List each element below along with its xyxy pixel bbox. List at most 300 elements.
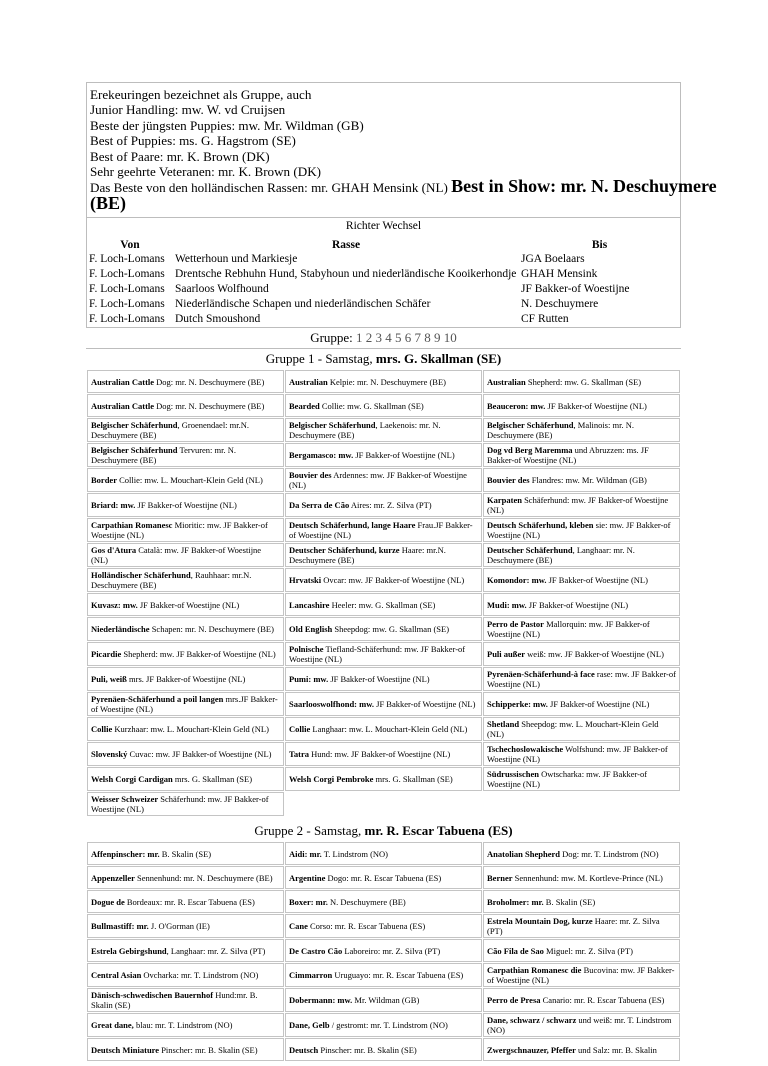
breed-name: Carpathian Romanesc	[91, 520, 173, 531]
judge-change-row	[87, 297, 680, 312]
breed-judge: Ovcharka: mr. T. Lindstrom (NO)	[141, 970, 259, 981]
breed-judge: Pinscher: mr. B. Skalin (SE)	[159, 1044, 258, 1055]
table-row	[87, 543, 680, 567]
breed-name: Saarlooswolfhond: mw.	[289, 699, 375, 710]
breed-judge: Schäferhund: mw. JF Bakker-of Woestijne (NL)	[91, 794, 269, 815]
group-heading	[86, 821, 681, 841]
breed-judge: und Abruzzen: ms. JF Bakker-of Woestijne (NL)	[487, 445, 649, 466]
breed-name: Bouvier des	[289, 470, 332, 481]
group-judge: mrs. G. Skallman (SE)	[375, 351, 502, 367]
breed-name: Collie	[91, 724, 113, 735]
breed-name: Central Asian	[91, 970, 142, 981]
breed-cell	[285, 988, 482, 1012]
best-in-show: Best in Show: mr. N. Deschuymere	[451, 176, 717, 197]
group-separator	[86, 1062, 681, 1066]
breed-name: Dog vd Berg Maremma	[487, 445, 573, 456]
breed-judge-table	[86, 841, 681, 1062]
breed-judge: B. Skalin (SE)	[543, 896, 596, 907]
breed-name: Deutsch Miniature	[91, 1044, 160, 1055]
table-row	[87, 692, 680, 716]
breed-name: Cão Fila de Sao	[487, 945, 544, 956]
breed-judge: Uruguayo: mr. R. Escar Tabuena (ES)	[332, 970, 464, 981]
breed-judge: Dog: mr. T. Lindstrom (NO)	[559, 848, 659, 859]
intro-line: Best of Paare: mr. K. Brown (DK)	[90, 148, 270, 164]
breed-judge: , Langhaar: mr. N. Deschuymere (BE)	[487, 545, 635, 566]
judge-change-von: F. Loch-Lomans	[89, 253, 165, 266]
breed-name: Briard: mw.	[91, 500, 136, 511]
judge-change-bis: CF Rutten	[521, 313, 569, 326]
breed-name: Puli, weiß	[91, 674, 127, 685]
breed-cell	[483, 370, 680, 393]
breed-cell	[285, 418, 482, 442]
breed-name: Cane	[289, 921, 308, 932]
breed-cell	[87, 543, 284, 567]
breed-name: De Castro Cão	[289, 945, 343, 956]
breed-judge: JF Bakker-of Woestijne (NL)	[546, 575, 648, 586]
breed-cell	[483, 468, 680, 492]
breed-judge: mrs. G. Skallman (SE)	[373, 774, 453, 785]
breed-name: Belgischer Schäferhund	[487, 420, 574, 431]
breed-name: Schipperke: mw.	[487, 699, 548, 710]
breed-cell	[87, 370, 284, 393]
breed-judge: Langhaar: mw. L. Mouchart-Klein Geld (NL)	[310, 724, 468, 735]
breed-name: Gos d'Atura	[91, 545, 137, 556]
breed-cell	[285, 963, 482, 987]
breed-judge: Sennenhund: mr. N. Deschuymere (BE)	[134, 872, 273, 883]
breed-judge: Shepherd: mw. G. Skallman (SE)	[525, 376, 642, 387]
breed-name: Belgischer Schäferhund	[91, 420, 178, 431]
breed-name: Belgischer Schäferhund	[91, 445, 178, 456]
breed-cell	[285, 370, 482, 393]
breed-cell	[87, 468, 284, 492]
intro-line: Sehr geehrte Veteranen: mr. K. Brown (DK)	[90, 164, 322, 180]
breed-judge: blau: mr. T. Lindstrom (NO)	[133, 1020, 233, 1031]
breed-cell	[483, 717, 680, 741]
breed-name: Deutscher Schäferhund, kurze	[289, 545, 400, 556]
breed-cell	[285, 939, 482, 962]
breed-cell	[483, 866, 680, 889]
breed-judge: Ardennes: mw. JF Bakker-of Woestijne (NL)	[289, 470, 467, 491]
header-bis: Bis	[591, 238, 608, 251]
group-nav-links	[356, 330, 457, 345]
breed-cell	[87, 988, 284, 1012]
table-row	[87, 370, 680, 393]
breed-cell	[87, 717, 284, 741]
breed-name: Great dane,	[91, 1020, 134, 1031]
breed-cell	[483, 1013, 680, 1037]
table-row	[87, 842, 680, 865]
breed-judge: JF Bakker-of Woestijne (NL)	[135, 500, 237, 511]
breed-judge: Sheepdog: mw. L. Mouchart-Klein Geld (NL)	[487, 719, 659, 740]
breed-judge: / gestromt: mr. T. Lindstrom (NO)	[329, 1020, 448, 1031]
breed-cell	[483, 443, 680, 467]
table-row	[87, 593, 680, 616]
table-row	[87, 568, 680, 592]
breed-cell	[285, 642, 482, 666]
breed-name: Aidi: mr.	[289, 848, 322, 859]
breed-judge: Frau.JF Bakker-of Woestijne (NL)	[289, 520, 473, 541]
breed-cell	[285, 667, 482, 691]
intro-line: Erekeuringen bezeichnet als Gruppe, auch	[90, 87, 312, 102]
group-link-8[interactable]: 8	[424, 330, 431, 346]
breed-cell	[285, 568, 482, 592]
breed-name: Collie	[289, 724, 311, 735]
breed-cell	[285, 742, 482, 766]
table-row	[87, 443, 680, 467]
breed-name: Deutsch Schäferhund, kleben	[487, 520, 594, 531]
breed-cell	[483, 543, 680, 567]
group-link-9[interactable]: 9	[434, 330, 441, 346]
breed-cell	[483, 642, 680, 666]
breed-judge: N. Deschuymere (BE)	[327, 896, 406, 907]
breed-judge: Dog: mr. N. Deschuymere (BE)	[154, 376, 265, 387]
judge-change-bis: JF Bakker-of Woestijne	[521, 283, 630, 296]
breed-name: Perro de Presa	[487, 995, 541, 1006]
breed-judge: JF Bakker-of Woestijne (NL)	[545, 400, 647, 411]
table-row	[87, 963, 680, 987]
breed-cell	[483, 939, 680, 962]
breed-name: Deutsch	[289, 1044, 319, 1055]
breed-name: Australian	[487, 376, 526, 387]
table-row	[87, 792, 680, 816]
breed-cell	[87, 593, 284, 616]
breed-name: Carpathian Romanesc die	[487, 965, 582, 976]
breed-cell	[285, 767, 482, 791]
breed-cell	[483, 667, 680, 691]
breed-name: Australian	[289, 376, 328, 387]
table-row	[87, 468, 680, 492]
breed-cell	[483, 394, 680, 417]
breed-cell	[483, 767, 680, 791]
breed-judge: B. Skalin (SE)	[159, 848, 212, 859]
breed-cell	[483, 418, 680, 442]
breed-name: Komondor: mw.	[487, 575, 547, 586]
breed-cell	[87, 866, 284, 889]
breed-cell	[87, 493, 284, 517]
breed-cell	[87, 1013, 284, 1037]
breed-cell	[285, 394, 482, 417]
table-row	[87, 493, 680, 517]
breed-judge-table	[86, 369, 681, 817]
breed-judge: Schäferhund: mw. JF Bakker-of Woestijne (NL)	[487, 495, 669, 516]
breed-judge: Hund:mr. B. Skalin (SE)	[91, 990, 258, 1011]
table-row	[87, 914, 680, 938]
breed-name: Welsh Corgi Cardigan	[91, 774, 173, 785]
header-rasse: Rasse	[331, 238, 361, 251]
breed-cell	[483, 842, 680, 865]
breed-name: Argentine	[289, 872, 326, 883]
breed-judge: , Langhaar: mr. Z. Silva (PT)	[166, 945, 266, 956]
breed-judge: JF Bakker-of Woestijne (NL)	[526, 599, 629, 610]
intro-line: Beste der jüngsten Puppies: mw. Mr. Wildman (GB)	[90, 117, 364, 133]
breed-judge: Tervuren: mr. N. Deschuymere (BE)	[91, 445, 237, 466]
breed-judge: Kurzhaar: mw. L. Mouchart-Klein Geld (NL)	[112, 724, 269, 735]
judge-change-row	[87, 312, 680, 327]
breed-judge: JF Bakker-of Woestijne (NL)	[328, 674, 430, 685]
breed-cell	[483, 963, 680, 987]
breed-judge: Canario: mr. R. Escar Tabuena (ES)	[540, 995, 665, 1006]
breed-name: Beauceron: mw.	[487, 400, 546, 411]
breed-judge: Flandres: mw. Mr. Wildman (GB)	[529, 475, 647, 486]
breed-name: Welsh Corgi Pembroke	[289, 774, 374, 785]
breed-judge: Heeler: mw. G. Skallman (SE)	[329, 599, 436, 610]
breed-name: Affenpinscher: mr.	[91, 848, 160, 859]
breed-judge: rase: mw. JF Bakker-of Woestijne (NL)	[487, 669, 676, 690]
table-row	[87, 518, 680, 542]
breed-cell	[285, 1013, 482, 1037]
breed-judge: mrs. G. Skallman (SE)	[172, 774, 253, 785]
breed-judge: Schapen: mr. N. Deschuymere (BE)	[149, 624, 274, 635]
breed-cell	[285, 866, 482, 889]
breed-name: Broholmer: mr.	[487, 896, 544, 907]
judge-change-rows	[87, 252, 680, 327]
table-row	[87, 866, 680, 889]
breed-cell	[483, 1038, 680, 1061]
group-title: Gruppe 1 - Samstag,	[265, 351, 376, 367]
breed-judge: T. Lindstrom (NO)	[321, 848, 389, 859]
judge-change-rasse: Saarloos Wolfhound	[175, 283, 269, 296]
breed-name: Picardie	[91, 649, 122, 660]
breed-judge: Dogo: mr. R. Escar Tabuena (ES)	[325, 872, 442, 883]
table-row	[87, 939, 680, 962]
breed-judge: Mioritic: mw. JF Bakker-of Woestijne (NL)	[91, 520, 268, 541]
breed-cell	[285, 493, 482, 517]
breed-name: Bearded	[289, 400, 320, 411]
breed-cell	[285, 593, 482, 616]
breed-cell	[285, 842, 482, 865]
breed-judge: Collie: mw. G. Skallman (SE)	[319, 400, 424, 411]
breed-cell	[483, 617, 680, 641]
breed-name: Niederländische	[91, 624, 150, 635]
group-title: Gruppe 2 - Samstag,	[254, 823, 365, 839]
best-in-show-country: (BE)	[90, 192, 126, 213]
breed-cell	[285, 468, 482, 492]
breed-judge: , Malinois: mr. N. Deschuymere (BE)	[487, 420, 634, 441]
breed-name: Kuvasz: mw.	[91, 599, 138, 610]
breed-judge: , Groenendael: mr.N. Deschuymere (BE)	[91, 420, 250, 441]
breed-cell	[87, 692, 284, 716]
group-link-1[interactable]: 1	[356, 330, 363, 346]
breed-cell	[285, 543, 482, 567]
breed-name: Pyrenäen-Schäferhund-à face	[487, 669, 595, 680]
breed-judge: Wolfshund: mw. JF Bakker-of Woestijne (NL)	[487, 744, 668, 765]
breed-name: Appenzeller	[91, 872, 135, 883]
breed-name: Belgischer Schäferhund	[289, 420, 376, 431]
table-row	[87, 890, 680, 913]
breed-name: Old English	[289, 624, 333, 635]
judge-change-rasse: Drentsche Rebhuhn Hund, Stabyhoun und niederländische Kooikerhondje	[175, 268, 517, 281]
breed-judge: mrs.JF Bakker-of Woestijne (NL)	[91, 694, 278, 715]
breed-name: Pumi: mw.	[289, 674, 329, 685]
breed-name: Lancashire	[289, 599, 330, 610]
breed-name: Südrussischen	[487, 769, 539, 780]
group-judge: mr. R. Escar Tabuena (ES)	[364, 823, 513, 839]
breed-cell	[483, 692, 680, 716]
group-link-5[interactable]: 5	[395, 330, 402, 346]
breed-judge: JF Bakker-of Woestijne (NL)	[353, 450, 455, 461]
breed-judge: Català: mw. JF Bakker-of Woestijne (NL)	[91, 545, 262, 566]
breed-cell	[483, 890, 680, 913]
judge-change-rasse: Dutch Smoushond	[175, 313, 261, 326]
header-von: Von	[120, 238, 140, 251]
breed-judge: Dog: mr. N. Deschuymere (BE)	[154, 400, 265, 411]
breed-judge: weiß: mw. JF Bakker-of Woestijne (NL)	[525, 649, 664, 660]
breed-cell	[87, 963, 284, 987]
empty-cell	[483, 792, 680, 816]
group-link-4[interactable]: 4	[385, 330, 392, 346]
intro-line: Best of Puppies: ms. G. Hagstrom (SE)	[90, 133, 296, 149]
page-content	[86, 82, 717, 1066]
judge-change-von: F. Loch-Lomans	[89, 283, 165, 296]
breed-judge: Kelpie: mr. N. Deschuymere (BE)	[327, 376, 446, 387]
table-row	[87, 988, 680, 1012]
table-row	[87, 418, 680, 442]
breed-cell	[87, 394, 284, 417]
breed-cell	[87, 914, 284, 938]
breed-judge: Mr. Wildman (GB)	[352, 995, 420, 1006]
dutch-best: Das Beste von den holländischen Rassen: mr. GHAH Mensink (NL)	[90, 180, 448, 196]
breed-cell	[483, 568, 680, 592]
group-heading	[86, 349, 681, 369]
breed-cell	[483, 593, 680, 616]
breed-name: Polnische	[289, 644, 324, 655]
breed-name: Holländischer Schäferhund	[91, 570, 191, 581]
judge-change-row	[87, 282, 680, 297]
table-row	[87, 667, 680, 691]
breed-cell	[483, 742, 680, 766]
breed-judge: Hund: mw. JF Bakker-of Woestijne (NL)	[309, 749, 451, 760]
breed-judge: J. O'Gorman (IE)	[148, 921, 210, 932]
breed-name: Australian Cattle	[91, 376, 155, 387]
breed-name: Deutscher Schäferhund	[487, 545, 573, 556]
breed-judge: Ovcar: mw. JF Bakker-of Woestijne (NL)	[321, 575, 465, 586]
breed-judge: Bucovina: mw. JF Bakker-of Woestijne (NL)	[487, 965, 675, 986]
intro-line: Junior Handling: mw. W. vd Cruijsen	[90, 102, 286, 118]
breed-judge: Sheepdog: mw. G. Skallman (SE)	[332, 624, 450, 635]
breed-judge: Laboreiro: mr. Z. Silva (PT)	[342, 945, 441, 956]
breed-name: Boxer: mr.	[289, 896, 328, 907]
breed-name: Weisser Schweizer	[91, 794, 159, 805]
breed-name: Perro de Pastor	[487, 619, 544, 630]
breed-name: Deutsch Schäferhund, lange Haare	[289, 520, 416, 531]
breed-judge: Haare: mr. Z. Silva (PT)	[487, 916, 660, 937]
empty-cell	[285, 792, 482, 816]
table-row	[87, 1013, 680, 1037]
breed-name: Cimmarron	[289, 970, 333, 981]
breed-name: Bullmastiff: mr.	[91, 921, 149, 932]
breed-cell	[87, 939, 284, 962]
judge-change-bis: GHAH Mensink	[521, 268, 598, 281]
group-link-10[interactable]: 10	[443, 330, 457, 346]
breed-name: Dane, schwarz / schwarz	[487, 1015, 577, 1026]
judge-change-rasse: Niederländische Schapen und niederländischen Schäfer	[175, 298, 431, 311]
breed-cell	[285, 617, 482, 641]
breed-cell	[483, 914, 680, 938]
table-row	[87, 767, 680, 791]
breed-judge: und weiß: mr. T. Lindstrom (NO)	[487, 1015, 672, 1036]
breed-cell	[483, 988, 680, 1012]
breed-judge: Miguel: mr. Z. Silva (PT)	[543, 945, 633, 956]
breed-cell	[285, 914, 482, 938]
breed-name: Estrela Gebirgshund	[91, 945, 167, 956]
judge-change-bis: N. Deschuymere	[521, 298, 599, 311]
group-navigation	[86, 328, 681, 349]
breed-name: Dane, Gelb	[289, 1020, 330, 1031]
breed-name: Tatra	[289, 749, 309, 760]
breed-judge: Bordeaux: mr. R. Escar Tabuena (ES)	[124, 896, 255, 907]
breed-cell	[285, 518, 482, 542]
group-link-6[interactable]: 6	[404, 330, 412, 346]
table-row	[87, 642, 680, 666]
breed-cell	[87, 767, 284, 791]
groups-container	[86, 349, 681, 1066]
group-link-3[interactable]: 3	[375, 330, 383, 346]
judge-change-von: F. Loch-Lomans	[89, 313, 165, 326]
judge-change-bis: JGA Boelaars	[521, 253, 585, 266]
judge-change-von: F. Loch-Lomans	[89, 268, 165, 281]
breed-name: Tschechoslowakische	[487, 744, 564, 755]
breed-cell	[285, 692, 482, 716]
breed-judge: Corso: mr. R. Escar Tabuena (ES)	[307, 921, 426, 932]
breed-name: Slovenský	[91, 749, 128, 760]
breed-cell	[87, 418, 284, 442]
breed-cell	[87, 443, 284, 467]
group-link-2[interactable]: 2	[365, 330, 373, 346]
breed-cell	[87, 568, 284, 592]
breed-cell	[87, 842, 284, 865]
breed-name: Shetland	[487, 719, 520, 730]
breed-cell	[285, 890, 482, 913]
table-row	[87, 1038, 680, 1061]
breed-name: Da Serra de Cão	[289, 500, 350, 511]
table-row	[87, 617, 680, 641]
breed-judge: JF Bakker-of Woestijne (NL)	[547, 699, 650, 710]
breed-judge: Haare: mr.N. Deschuymere (BE)	[289, 545, 446, 566]
breed-cell	[483, 518, 680, 542]
judge-change-von: F. Loch-Lomans	[89, 298, 165, 311]
breed-judge: Mallorquin: mw. JF Bakker-of Woestijne (NL)	[487, 619, 650, 640]
breed-cell	[87, 518, 284, 542]
breed-name: Puli außer	[487, 649, 526, 660]
breed-cell	[87, 742, 284, 766]
best-in-show-line	[90, 176, 717, 197]
group-link-7[interactable]: 7	[414, 330, 422, 346]
judge-change-table	[87, 237, 680, 327]
breed-name: Karpaten	[487, 495, 522, 506]
breed-cell	[87, 667, 284, 691]
breed-name: Dogue de	[91, 896, 125, 907]
table-row	[87, 742, 680, 766]
breed-judge: mrs. JF Bakker-of Woestijne (NL)	[126, 674, 246, 685]
breed-judge: Cuvac: mw. JF Bakker-of Woestijne (NL)	[127, 749, 272, 760]
breed-cell	[87, 1038, 284, 1061]
table-row	[87, 394, 680, 417]
breed-name: Berner	[487, 872, 513, 883]
breed-judge: , Laekenois: mr. N. Deschuymere (BE)	[289, 420, 441, 441]
breed-name: Zwergschnauzer, Pfeffer	[487, 1044, 576, 1055]
judge-change-rasse: Wetterhoun und Markiesje	[175, 253, 298, 266]
breed-name: Pyrenäen-Schäferhund a poil langen	[91, 694, 224, 705]
breed-name: Bouvier des	[487, 475, 530, 486]
breed-name: Border	[91, 475, 117, 486]
breed-judge: Aires: mr. Z. Silva (PT)	[349, 500, 432, 511]
breed-judge: Collie: mw. L. Mouchart-Klein Geld (NL)	[116, 475, 263, 486]
breed-judge: , Rauhhaar: mr.N. Deschuymere (BE)	[91, 570, 252, 591]
breed-cell	[483, 493, 680, 517]
judge-change-title: Richter Wechsel	[345, 220, 422, 233]
breed-name: Dänisch-schwedischen Bauernhof	[91, 990, 214, 1001]
judge-change-row	[87, 267, 680, 282]
